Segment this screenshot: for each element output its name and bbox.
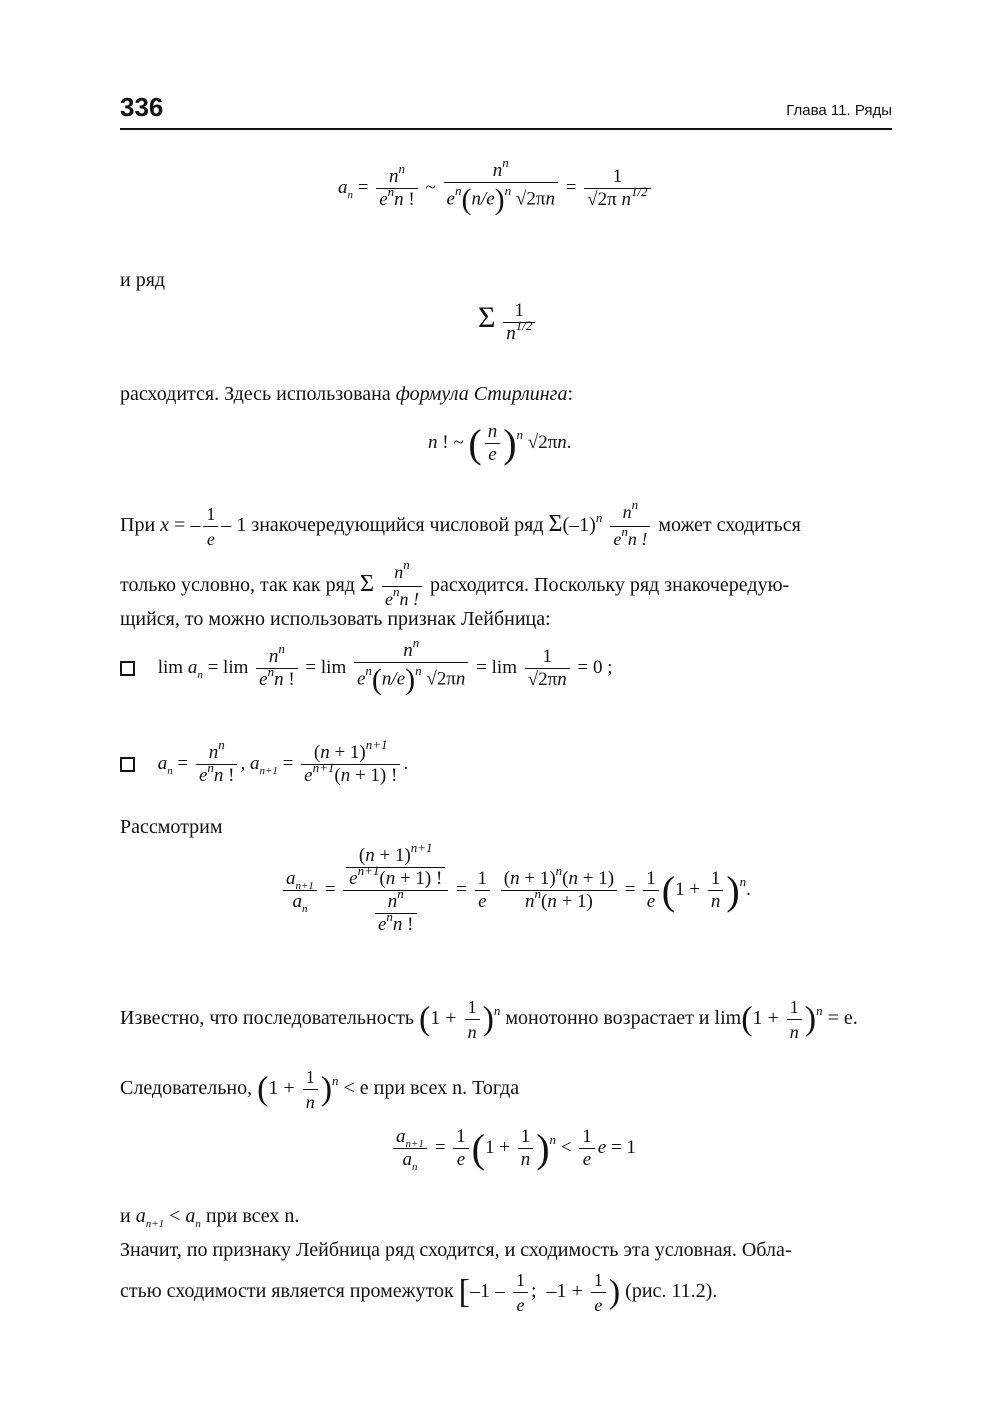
text-only-conditionally-line: только условно, так как ряд Σ $\frac{n^n}{e^nn !}$ расходится. Поскольку ряд знакочередую- xyxy=(120,557,790,609)
checkbox-bullet-icon xyxy=(120,661,135,676)
text-monotone: монотонно возрастает и xyxy=(505,1007,710,1030)
equation-an-asymptotic: $a_n$ = $\frac{n^n}{e^nn !}$ ~ $\frac{n^n}{e^n(n/e)^n √2\pi n}$ = $\frac{1}{√2\pi n^{1/2}}$ xyxy=(338,160,654,217)
text-only-conditionally: только условно, так как ряд xyxy=(120,574,355,597)
equation-stirling: n ! ~ ( $\frac{n}{e}$ )$^n$ √2πn. xyxy=(428,421,572,466)
text-diverges-since: расходится. Поскольку ряд знакочередую- xyxy=(429,574,790,597)
text-therefore: Следовательно, xyxy=(120,1077,253,1100)
text-may-converge: может сходиться xyxy=(658,514,801,537)
page-number: 336 xyxy=(120,92,164,122)
text-therefore-line: Следовательно, (1 + $\frac{1}{n}$ )$^n$ < e при всех n. Тогда xyxy=(120,1067,520,1112)
text-and-a-line: и $a_{n+1} < a_n$ при всех n. xyxy=(120,1205,300,1230)
text-leibniz-line: щийся, то можно использовать признак Лейбница: xyxy=(120,608,551,630)
text-known-line: Известно, что последовательность (1 + $\frac{1}{n}$ )$^n$ монотонно возрастает и lim(1 + $\frac{1}{n}$ )$^n$ = e. xyxy=(120,997,858,1042)
text-conclusion-line2: стью сходимости является промежуток [–1 – $\frac{1}{e}$ ; –1 + $\frac{1}{e}$ ) (рис. 11.2). xyxy=(120,1270,718,1315)
text-conclusion-line1: Значит, по признаку Лейбница ряд сходится, и сходимость эта условная. Обла- xyxy=(120,1239,792,1261)
text-at-x-line: При x = – $\frac{1}{e}$ – 1 знакочередующийся числовой ряд $\Sigma(-1)^n$ $\frac{n^n}{e^nn !}$ может сходиться xyxy=(120,497,801,549)
text-and-a: и xyxy=(120,1205,131,1227)
text-at-x-middle: – 1 знакочередующийся числовой ряд xyxy=(221,514,544,537)
text-diverges-stirling xyxy=(120,382,573,406)
equation-ratio-inequality: $\frac{a_{n+1}}{a_n}$ = $\frac{1}{e}$ (1 + $\frac{1}{n}$ )$^n$ < $\frac{1}{e}$ e = 1 xyxy=(390,1125,636,1172)
text-diverges-prefix: расходится. Здесь использована xyxy=(120,383,396,405)
text-stirling-formula: формула Стирлинга xyxy=(395,383,568,405)
checkbox-bullet-icon xyxy=(120,757,135,772)
text-conclusion-prefix: стью сходимости является промежуток xyxy=(120,1280,454,1303)
page-header xyxy=(120,92,892,126)
text-fig-ref: (рис. 11.2). xyxy=(625,1280,718,1303)
text-colon: : xyxy=(567,383,574,405)
equation-an-an1-bullet: $a_n$ = $\frac{n^n}{e^nn !}$ , $a_{n+1}$ = $\frac{(n + 1)^{n+1}}{e^{n+1}(n + 1) !}$ . xyxy=(120,742,408,787)
equation-ratio: $\frac{a_{n+1}}{a_n}$ = $\frac{\frac{(n + 1)^{n+1}}{e^{n+1}(n + 1) !}}{\frac{n^n}{e^nn !}}$ = $\frac{1}{e}$ $\frac{(n + 1)^n(n + 1)}{n^n(n + 1)}$ = $\frac{1}{e}$ (1 + $\frac{1}{n}$ )$^n$. xyxy=(280,845,751,936)
equation-limit-bullet: $\lim a_n = \lim$ $\frac{n^n}{e^nn !}$ = lim $\frac{n^n}{e^n(n/e)^n √2\pi n}$ = lim $\frac{1}{√2\pi n}$ = 0 ; xyxy=(120,640,613,697)
text-and-series: и ряд xyxy=(120,269,166,291)
text-for-all-n: < e при всех n. Тогда xyxy=(343,1077,520,1100)
equation-series-sqrt: Σ $\frac{1}{n^{1/2}}$ xyxy=(478,300,538,345)
text-equals-e: = e. xyxy=(827,1007,858,1030)
text-known-that: Известно, что последовательность xyxy=(120,1007,414,1030)
text-consider: Рассмотрим xyxy=(120,816,223,838)
header-rule xyxy=(120,128,892,130)
chapter-title: Глава 11. Ряды xyxy=(786,102,892,119)
text-at-x-prefix: При xyxy=(120,514,156,537)
text-less-for-all: при всех n. xyxy=(205,1205,300,1227)
